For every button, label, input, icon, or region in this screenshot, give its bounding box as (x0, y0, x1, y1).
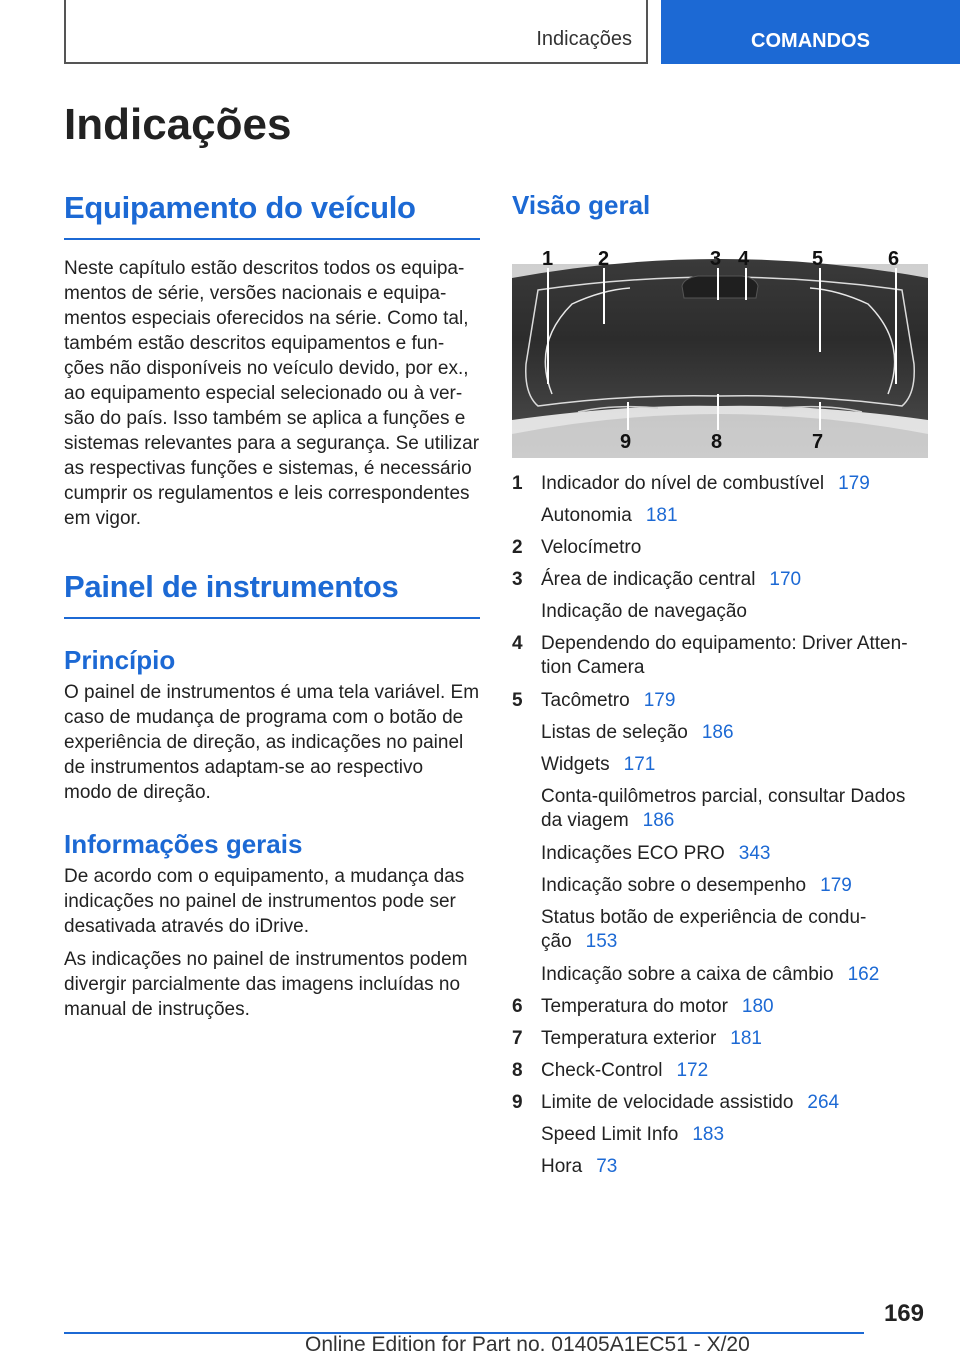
page-reference-link[interactable]: 172 (676, 1060, 709, 1081)
heading-principio: Princípio (64, 645, 176, 675)
heading-painel: Painel de instrumentos (64, 569, 480, 619)
legend-item (512, 842, 928, 874)
legend-text-line: Temperatura do motor (541, 996, 728, 1017)
legend-text (541, 1123, 928, 1147)
legend-text-line: Indicação de navegação (541, 601, 747, 622)
legend-item (512, 721, 928, 753)
legend-item (512, 1091, 928, 1123)
header-chapter-label: COMANDOS (751, 30, 870, 52)
principio-paragraph (64, 680, 480, 805)
legend-text-line: Status botão de experiência de condu- (541, 907, 867, 928)
text-line: de instrumentos adaptam-se ao respectivo (64, 757, 424, 778)
text-line: mentos de série, versões nacionais e equipa- (64, 283, 447, 304)
legend-text-line: Listas de seleção (541, 722, 688, 743)
page-reference-link[interactable]: 179 (820, 875, 852, 896)
legend-item (512, 600, 928, 632)
legend-text-line: ção (541, 931, 572, 952)
legend-text (541, 632, 928, 680)
legend-text-line: Check-Control (541, 1060, 663, 1081)
figure-label-3: 3 (710, 248, 722, 270)
legend-item (512, 1155, 928, 1187)
legend-text-line: Velocímetro (541, 537, 642, 558)
legend-text-line: Widgets (541, 754, 610, 775)
page-reference-link[interactable]: 153 (585, 931, 618, 952)
informacoes-paragraph-1 (64, 864, 480, 939)
heading-equipamento: Equipamento do veículo (64, 190, 480, 240)
legend-text (541, 1027, 928, 1051)
legend-item (512, 504, 928, 536)
legend-number: 9 (512, 1092, 523, 1113)
page-reference-link[interactable]: 179 (643, 690, 676, 711)
legend-item (512, 753, 928, 785)
legend-text (541, 568, 928, 592)
legend-item (512, 632, 928, 689)
informacoes-paragraph-2 (64, 947, 480, 1022)
footer-edition: Online Edition for Part no. 01405A1EC51 - X/20 (305, 1333, 750, 1356)
legend-item (512, 536, 928, 568)
legend-item (512, 568, 928, 600)
page-reference-link[interactable]: 179 (838, 473, 870, 494)
page-reference-link[interactable]: 183 (692, 1124, 725, 1145)
text-line: também estão descritos equipamentos e fun- (64, 333, 445, 354)
legend-item (512, 785, 928, 842)
text-line: De acordo com o equipamento, a mudança das (64, 866, 465, 887)
text-line: sistemas relevantes para a segurança. Se utilizar (64, 433, 480, 454)
instrument-cluster-figure (512, 244, 928, 458)
legend-list (512, 472, 928, 1187)
legend-number: 4 (512, 633, 523, 654)
legend-text-line: da viagem (541, 810, 629, 831)
header-section-title: Indicações (536, 28, 632, 50)
heading-visao-geral: Visão geral (512, 190, 651, 220)
legend-text (541, 1091, 928, 1115)
legend-text-line: tion Camera (541, 657, 645, 678)
legend-item (512, 689, 928, 721)
text-line: mentos especiais oferecidos na série. Como tal, (64, 308, 469, 329)
heading-informacoes: Informações gerais (64, 829, 303, 859)
text-line: cumprir os regulamentos e leis correspondentes (64, 483, 470, 504)
legend-item (512, 995, 928, 1027)
page-reference-link[interactable]: 186 (642, 810, 675, 831)
legend-text (541, 906, 928, 954)
legend-text (541, 963, 928, 987)
legend-text-line: Indicador do nível de combustível (541, 473, 825, 494)
figure-label-6: 6 (888, 248, 900, 270)
legend-text-line: Área de indicação central (541, 569, 756, 590)
legend-item (512, 1027, 928, 1059)
legend-number: 6 (512, 996, 523, 1017)
text-line: ao equipamento especial selecionado ou à ver- (64, 383, 463, 404)
text-line: Neste capítulo estão descritos todos os equipa- (64, 258, 465, 279)
legend-text-line: Indicações ECO PRO (541, 843, 725, 864)
legend-number: 5 (512, 690, 523, 711)
header-section-box (64, 0, 648, 64)
legend-item (512, 963, 928, 995)
text-line: em vigor. (64, 508, 142, 529)
legend-text-line: Indicação sobre a caixa de câmbio (541, 964, 834, 985)
page-reference-link[interactable]: 264 (807, 1092, 840, 1113)
legend-item (512, 906, 928, 963)
text-line: as respectivas funções e sistemas, é necessário (64, 458, 472, 479)
page-reference-link[interactable]: 181 (645, 505, 678, 526)
legend-text (541, 504, 928, 528)
page-reference-link[interactable]: 180 (741, 996, 774, 1017)
text-line: manual de instruções. (64, 999, 250, 1020)
legend-text (541, 874, 928, 898)
legend-item (512, 874, 928, 906)
page-reference-link[interactable]: 170 (769, 569, 802, 590)
legend-text (541, 472, 928, 496)
text-line: As indicações no painel de instrumentos podem (64, 949, 468, 970)
figure-label-7: 7 (812, 431, 824, 453)
text-line: desativada através do iDrive. (64, 916, 310, 937)
left-column (64, 190, 480, 1022)
page-reference-link[interactable]: 186 (701, 722, 734, 743)
right-column (512, 190, 928, 221)
legend-text-line: Tacômetro (541, 690, 630, 711)
page-number: 169 (883, 1300, 924, 1327)
legend-text-line: Temperatura exterior (541, 1028, 717, 1049)
legend-text (541, 995, 928, 1019)
page-reference-link[interactable]: 343 (738, 843, 771, 864)
text-line: indicações no painel de instrumentos pode ser (64, 891, 456, 912)
figure-label-8: 8 (711, 431, 723, 453)
legend-number: 8 (512, 1060, 523, 1081)
text-line: experiência de direção, as indicações no painel (64, 732, 464, 753)
figure-label-5: 5 (812, 248, 824, 270)
legend-text (541, 536, 928, 560)
figure-label-9: 9 (620, 431, 632, 453)
legend-text (541, 785, 928, 833)
legend-text-line: Dependendo do equipamento: Driver Atten- (541, 633, 908, 654)
legend-text (541, 721, 928, 745)
legend-item (512, 1123, 928, 1155)
legend-item (512, 1059, 928, 1091)
page-reference-link[interactable]: 181 (730, 1028, 762, 1049)
text-line: O painel de instrumentos é uma tela variável. Em (64, 682, 480, 703)
legend-text-line: Speed Limit Info (541, 1124, 679, 1145)
legend-text (541, 600, 928, 624)
text-line: são do país. Isso também se aplica a funções e (64, 408, 466, 429)
text-line: modo de direção. (64, 782, 211, 803)
legend-text (541, 689, 928, 713)
legend-text-line: Autonomia (541, 505, 632, 526)
figure-label-1: 1 (542, 248, 554, 270)
legend-text (541, 1059, 928, 1083)
legend-text-line: Hora (541, 1156, 583, 1177)
figure-label-2: 2 (598, 248, 610, 270)
page-title: Indicações (64, 100, 292, 149)
equipamento-paragraph (64, 256, 480, 531)
legend-text (541, 842, 928, 866)
header-chapter-tab[interactable] (661, 0, 960, 64)
figure-label-4: 4 (738, 248, 750, 270)
legend-number: 3 (512, 569, 523, 590)
legend-number: 2 (512, 537, 523, 558)
text-line: divergir parcialmente das imagens incluídas no (64, 974, 461, 995)
legend-number: 7 (512, 1028, 523, 1049)
legend-text (541, 1155, 928, 1179)
page-reference-link[interactable]: 162 (847, 964, 880, 985)
text-line: ções não disponíveis no veículo devido, por ex., (64, 358, 469, 379)
legend-text (541, 753, 928, 777)
legend-text-line: Conta-quilômetros parcial, consultar Dados (541, 786, 906, 807)
text-line: caso de mudança de programa com o botão de (64, 707, 464, 728)
legend-text-line: Indicação sobre o desempenho (541, 875, 807, 896)
page-reference-link[interactable]: 171 (623, 754, 656, 775)
page-reference-link[interactable]: 73 (596, 1156, 618, 1177)
legend-text-line: Limite de velocidade assistido (541, 1092, 794, 1113)
legend-number: 1 (512, 473, 523, 494)
legend-item (512, 472, 928, 504)
